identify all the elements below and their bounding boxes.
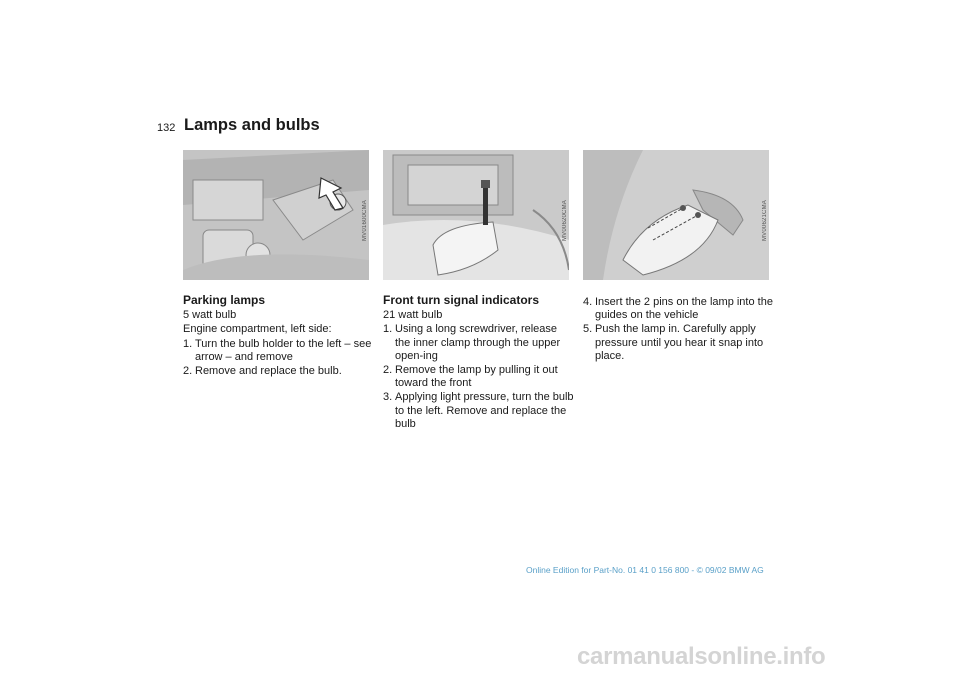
step-text: Using a long screwdriver, release the inner clamp through the upper open-ing [395,323,561,362]
turn-signal-illustration [383,150,569,280]
figure-code: MV00620CMA [562,200,568,242]
text-line: 21 watt bulb [383,309,443,322]
step-number: 1. [183,337,193,350]
parking-lamps-section [183,294,375,379]
step-text: Turn the bulb holder to the left – see arrow – and remove [195,337,372,363]
section-heading: Front turn signal indicators [383,293,540,307]
step-item [183,338,375,364]
step-number: 4. [583,296,593,308]
step-item [383,323,575,363]
step-item [383,391,575,431]
step-item [583,323,775,363]
turn-signal-pins-figure [583,150,769,280]
step-number: 2. [183,365,193,378]
page-title: Lamps and bulbs [184,116,320,134]
step-number: 1. [383,323,393,336]
turn-signal-screwdriver-figure [383,150,569,280]
step-text: Insert the 2 pins on the lamp into the guides on the vehicle [595,296,773,322]
step-item [383,364,575,390]
step-number: 3. [383,391,393,404]
step-text: Push the lamp in. Carefully apply pressure until you hear it snap into place. [595,323,764,362]
figure-code: MV00621CMA [762,200,768,242]
text-line: Engine compartment, left side: [183,323,332,336]
step-text: Remove and replace the bulb. [195,365,342,378]
engine-compartment-illustration [183,150,369,280]
step-number: 2. [383,364,393,377]
section-heading: Parking lamps [183,293,266,307]
turn-signal-continued-section [583,296,775,364]
lamp-pins-illustration [583,150,769,280]
step-item [183,365,375,378]
figure-code: MV01600CMA [362,200,368,242]
text-line: 5 watt bulb [183,309,237,322]
step-item [583,296,775,322]
parking-lamp-figure [183,150,369,280]
footer-copyright: Online Edition for Part-No. 01 41 0 156 800 - © 09/02 BMW AG [526,565,764,575]
front-turn-signal-section [383,294,575,432]
watermark: carmanualsonline.info [577,643,826,670]
step-text: Applying light pressure, turn the bulb to the left. Remove and replace the bulb [395,391,574,430]
step-text: Remove the lamp by pulling it out toward the front [395,364,558,390]
step-number: 5. [583,323,593,336]
page-number: 132 [157,122,176,134]
